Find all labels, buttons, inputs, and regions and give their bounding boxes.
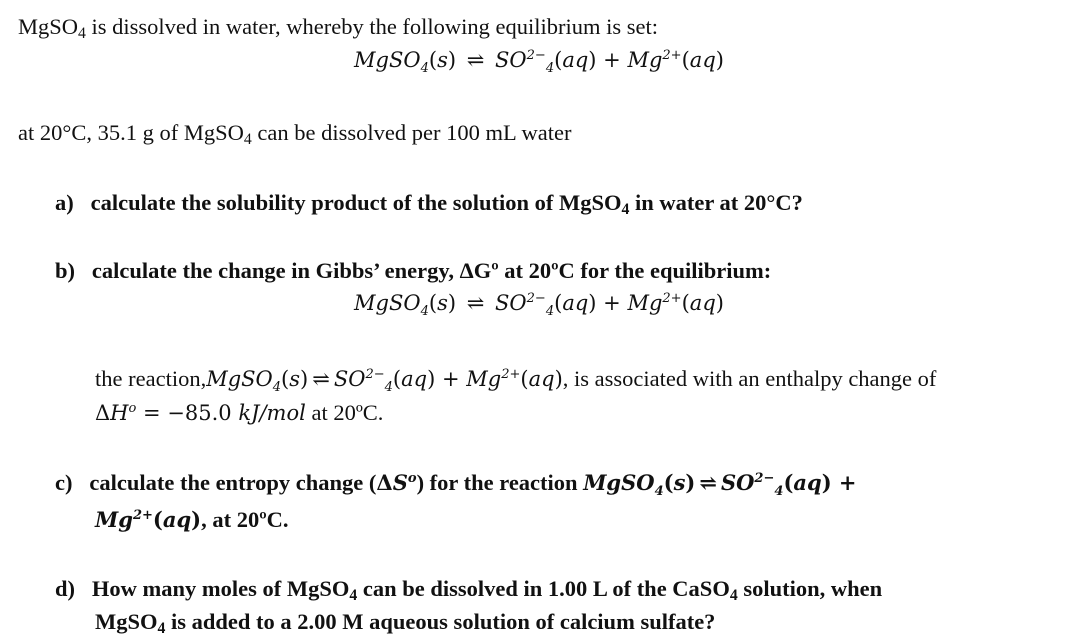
- intro-sentence: MgSO4 is dissolved in water, whereby the following equilibrium is set:: [18, 14, 659, 42]
- enthalpy-note-prefix: the reaction,: [95, 366, 207, 391]
- question-b-text: calculate the change in Gibbs’ energy, ΔGº at 20ºC for the equilibrium:: [91, 258, 772, 283]
- enthalpy-note: the reaction,MgSO$_4$(s) ⇌ $SO^{2-}_4(aq) + Mg^{2+}(aq)$, is associated with an enthalpy change of: [95, 366, 937, 396]
- question-b: [55, 258, 771, 284]
- question-d-label: d): [55, 576, 76, 601]
- equilibrium-equation: MgSO$_4$(s) ⇌ $SO^{2-}_4(aq) + Mg^{2+}(aq)$: [354, 48, 724, 77]
- enthalpy-value: $\Delta H^o = -85.0$ kJ/mol at 20ºC.: [95, 400, 384, 425]
- question-c-text-start: calculate the entropy change (: [89, 470, 377, 495]
- solubility-condition: at 20°C, 35.1 g of MgSO4 can be dissolved per 100 mL water: [18, 120, 572, 148]
- question-b-equation: MgSO$_4$(s) ⇌ $SO^{2-}_4(aq) + Mg^{2+}(aq)$: [354, 291, 724, 320]
- question-c-label: c): [55, 470, 73, 495]
- question-c: c) calculate the entropy change $(\Delta S^o)$ for the reaction MgSO$_4$(s) ⇌ $SO^{2-}_4(aq)$ +: [55, 470, 857, 500]
- question-c-continuation: $Mg^{2+}(aq)$, at 20ºC.: [95, 507, 289, 532]
- question-d-line1: d) How many moles of MgSO4 can be dissolved in 1.00 L of the CaSO4 solution, when: [55, 576, 883, 604]
- question-b-label: b): [55, 258, 76, 283]
- enthalpy-note-suffix: , is associated with an enthalpy change of: [562, 366, 937, 391]
- question-d-line2: MgSO4 is added to a 2.00 M aqueous solution of calcium sulfate?: [95, 609, 716, 637]
- question-a: a) calculate the solubility product of the solution of MgSO4 in water at 20°C?: [55, 190, 803, 218]
- question-c-text-mid: ) for the reaction: [416, 470, 584, 495]
- question-a-label: a): [55, 190, 74, 215]
